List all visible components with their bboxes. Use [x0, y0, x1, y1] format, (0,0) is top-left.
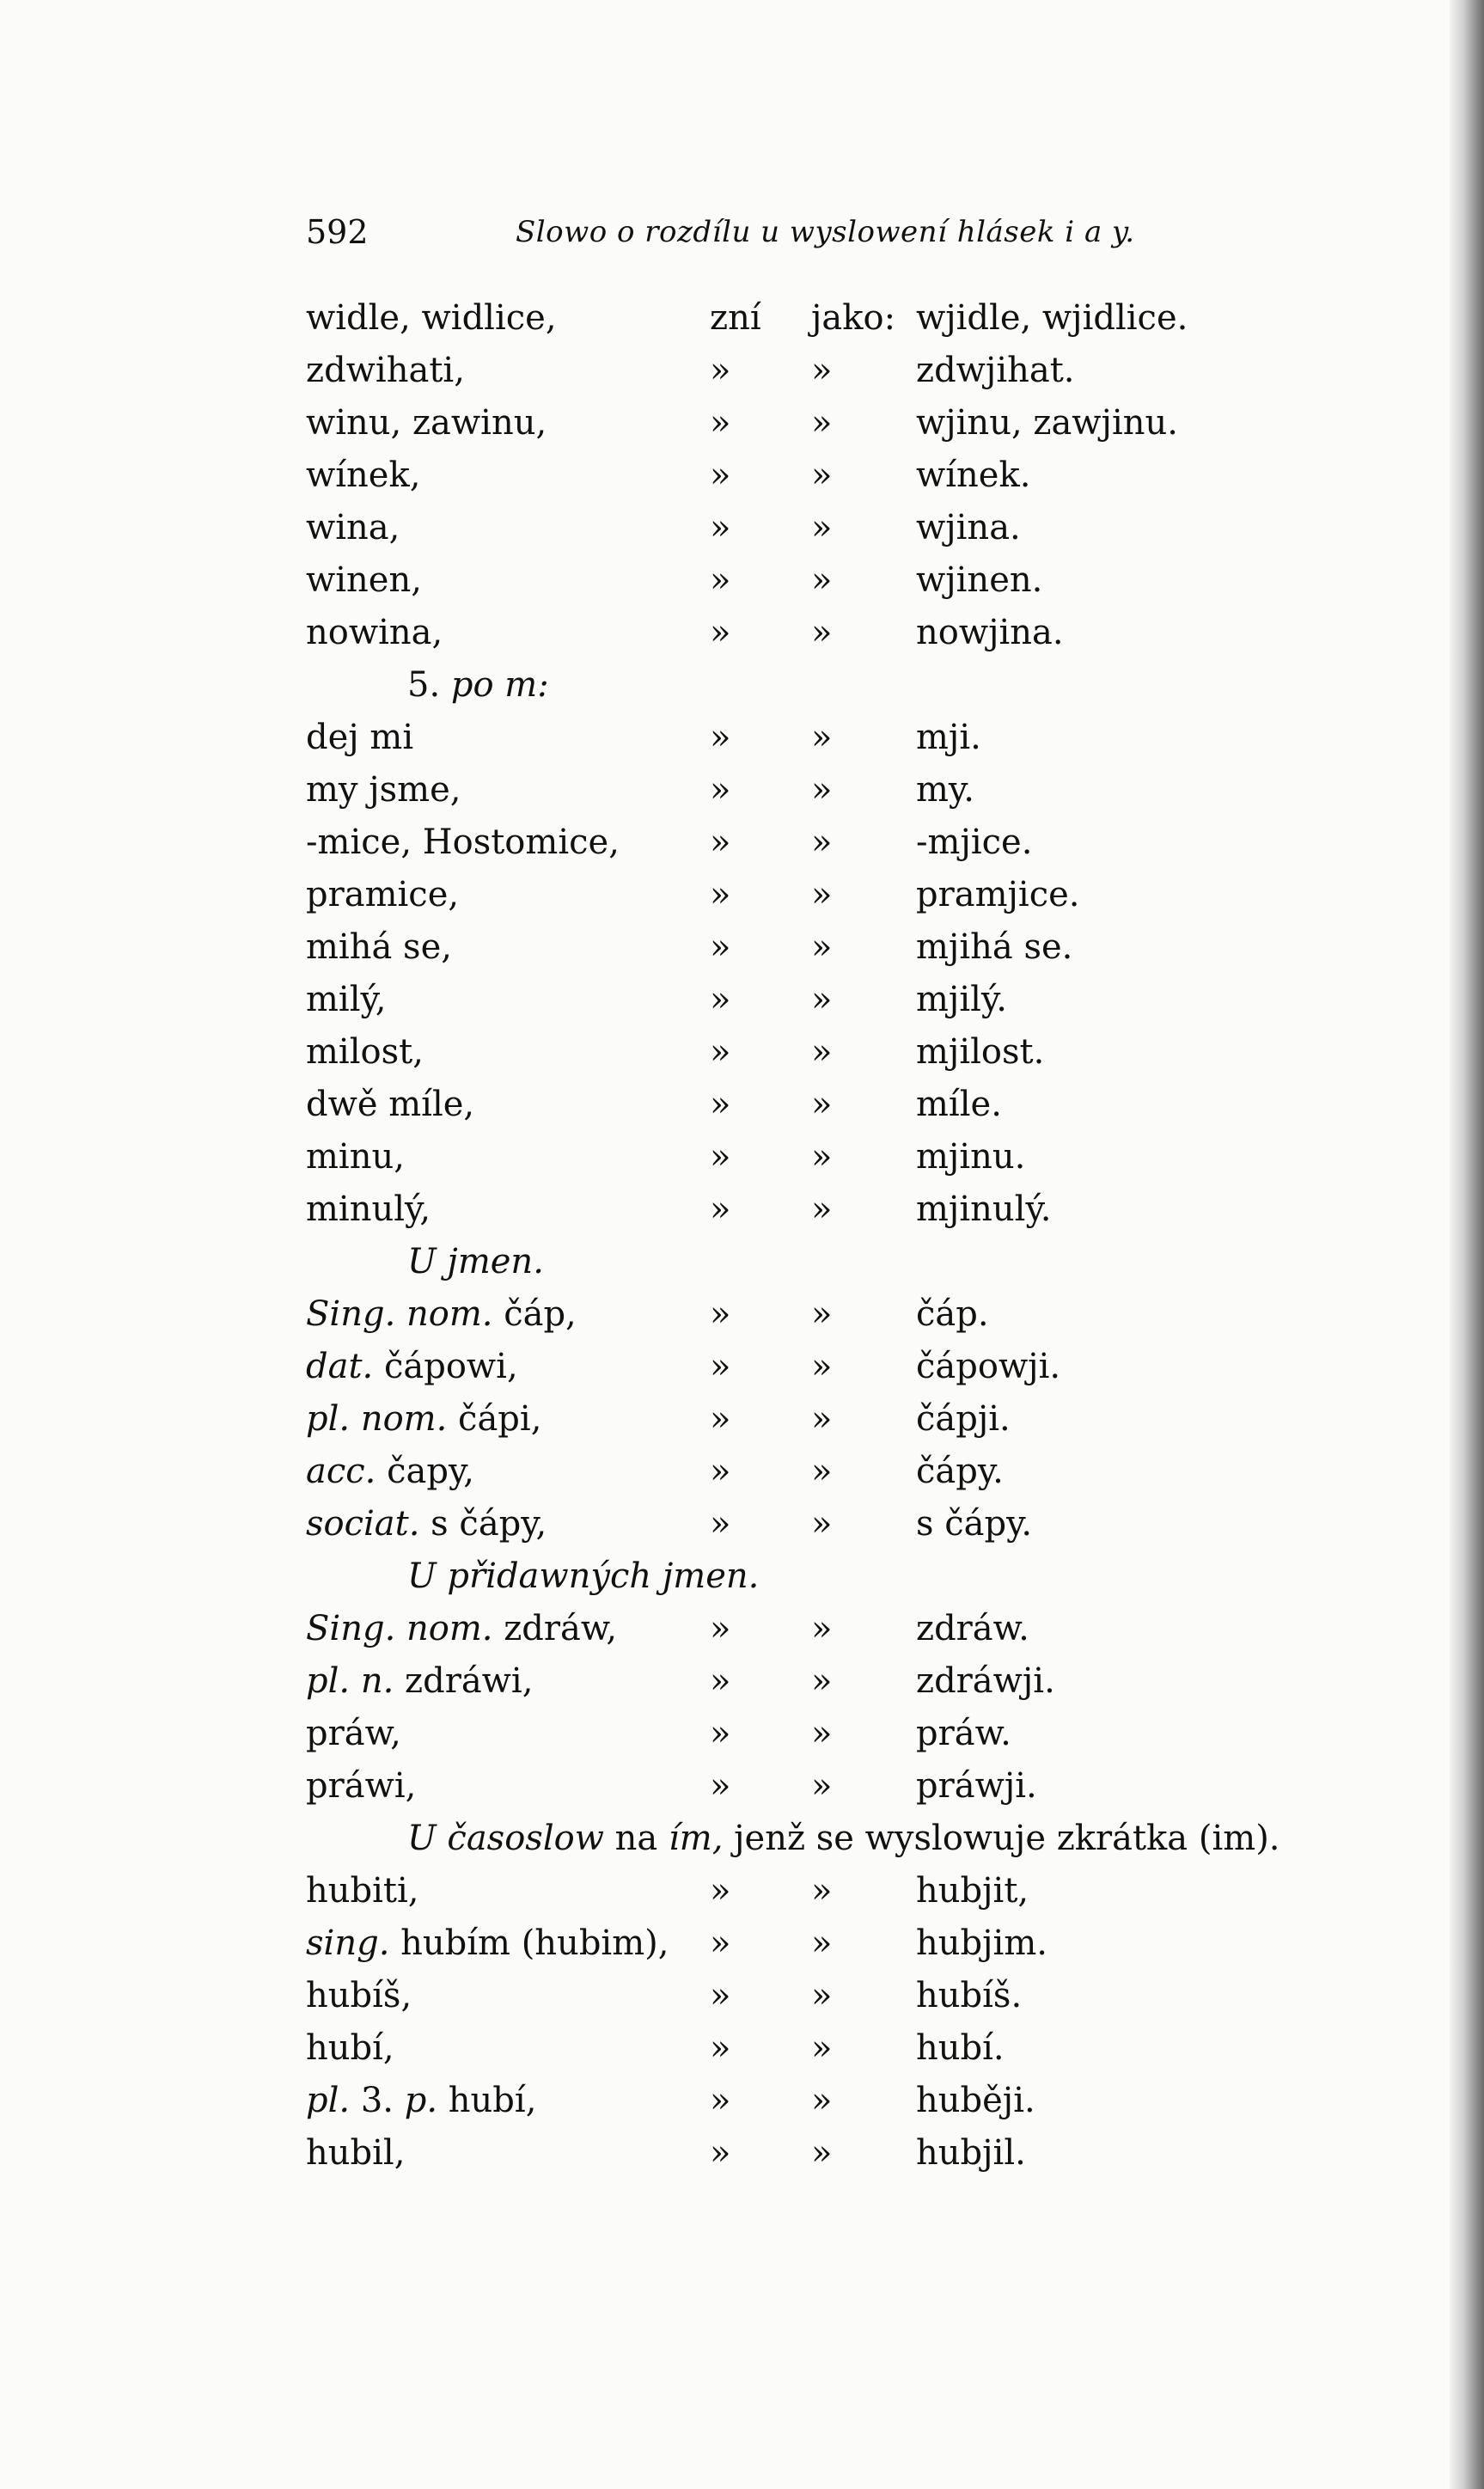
row-term [306, 1655, 533, 1708]
table-row [0, 1079, 1484, 1131]
grammar-label: Sing. nom. [306, 1609, 493, 1648]
ditto-mark-2: » [811, 875, 833, 914]
row-term [306, 292, 557, 345]
table-row [0, 974, 1484, 1026]
ditto-mark-1: » [710, 351, 731, 390]
ditto-mark-1: » [710, 1032, 731, 1072]
term-text: wínek, [306, 456, 421, 495]
ditto-mark-1: » [710, 770, 731, 810]
term-text: zdráw, [504, 1609, 618, 1648]
pronunciation: wjinen. [916, 560, 1043, 600]
section-heading-text: U přidawných jmen. [407, 1556, 760, 1596]
pronunciation: nowjina. [916, 613, 1064, 652]
ditto-mark-2: » [811, 1137, 833, 1177]
ditto-mark-1: » [710, 1504, 731, 1544]
ditto-mark-1: zní [710, 298, 761, 338]
term-text: hubím (hubim), [400, 1923, 669, 1963]
term-text: s čápy, [431, 1504, 547, 1544]
pronunciation: wínek. [916, 456, 1031, 495]
grammar-label: dat. [306, 1347, 374, 1386]
ditto-mark-2: » [811, 1399, 833, 1439]
table-row [0, 869, 1484, 921]
ditto-mark-2: » [811, 456, 833, 495]
table-row [0, 764, 1484, 816]
ditto-mark-1: » [710, 1609, 731, 1648]
ditto-mark-1: » [710, 403, 731, 443]
row-term [306, 345, 465, 397]
row-term [306, 869, 459, 921]
row-term [306, 1446, 474, 1498]
ditto-mark-1: » [710, 927, 731, 967]
term-text: minulý, [306, 1189, 431, 1229]
table-row [0, 1760, 1484, 1813]
term-text: hubí, [306, 2028, 394, 2068]
pronunciation: mji. [916, 718, 981, 757]
ditto-mark-2: » [811, 718, 833, 757]
row-term [306, 974, 387, 1026]
table-row [0, 554, 1484, 607]
grammar-label: pl. n. [306, 1661, 394, 1701]
table-row [0, 2022, 1484, 2075]
table-row [0, 1393, 1484, 1446]
term-text: -mice, Hostomice, [306, 823, 620, 862]
ditto-mark-1: » [710, 1714, 731, 1753]
ditto-mark-2: » [811, 1976, 833, 2015]
pronunciation: čápy. [916, 1452, 1004, 1491]
pronunciation: čáp. [916, 1294, 989, 1334]
pronunciation: hubí. [916, 2028, 1005, 2068]
ditto-mark-1: » [710, 508, 731, 547]
row-term [306, 607, 443, 659]
table-row [0, 1288, 1484, 1341]
section-heading [0, 1550, 1484, 1603]
term-text: zdwihati, [306, 351, 465, 390]
grammar-label: pl. [306, 2081, 351, 2120]
row-term [306, 921, 452, 974]
term-text: nowina, [306, 613, 443, 652]
ditto-mark-2: » [811, 351, 833, 390]
ditto-mark-2: » [811, 1189, 833, 1229]
table-row [0, 712, 1484, 764]
table-row [0, 1498, 1484, 1550]
pronunciation: -mjice. [916, 823, 1033, 862]
pronunciation: zdráwji. [916, 1661, 1055, 1701]
ditto-mark-1: » [710, 1923, 731, 1963]
pronunciation: mjilost. [916, 1032, 1045, 1072]
term-text: čáp, [504, 1294, 577, 1334]
table-row [0, 397, 1484, 449]
term-text: mihá se, [306, 927, 452, 967]
row-term [306, 1603, 617, 1655]
row-term [306, 502, 400, 554]
ditto-mark-1: » [710, 1452, 731, 1491]
running-title: Slowo o rozdílu u wyslowení hlásek i a y. [516, 215, 1135, 249]
term-text: hubiti, [306, 1871, 419, 1911]
ditto-mark-1: » [710, 823, 731, 862]
term-text: čápowi, [383, 1347, 518, 1386]
section-heading [0, 1813, 1484, 1865]
row-term [306, 1341, 518, 1393]
term-text: winen, [306, 560, 422, 600]
ditto-mark-1: » [710, 980, 731, 1019]
table-row [0, 1603, 1484, 1655]
ditto-mark-1: » [710, 718, 731, 757]
grammar-label: p. [404, 2081, 438, 2120]
pronunciation: hubjil. [916, 2133, 1026, 2173]
grammar-label: Sing. nom. [306, 1294, 493, 1334]
row-term [306, 1288, 577, 1341]
term-text: hubil, [306, 2133, 406, 2173]
pronunciation: práwji. [916, 1766, 1037, 1806]
ditto-mark-2: » [811, 1504, 833, 1544]
pronunciation: s čápy. [916, 1504, 1033, 1544]
ditto-mark-1: » [710, 560, 731, 600]
ditto-mark-2: » [811, 1923, 833, 1963]
section-heading-text [407, 659, 549, 712]
term-text: milý, [306, 980, 387, 1019]
pronunciation: práw. [916, 1714, 1011, 1753]
table-row [0, 1865, 1484, 1917]
row-term [306, 2075, 536, 2127]
row-term [306, 2127, 405, 2180]
pronunciation: čápowji. [916, 1347, 1061, 1386]
ditto-mark-2: » [811, 823, 833, 862]
term-text: čapy, [387, 1452, 474, 1491]
ditto-mark-2: » [811, 1085, 833, 1124]
pronunciation: my. [916, 770, 974, 810]
row-term [306, 1917, 669, 1970]
table-row [0, 1708, 1484, 1760]
table-row [0, 921, 1484, 974]
section-heading-text [407, 1813, 1280, 1865]
section-label: po m: [450, 665, 549, 705]
heading-part: jenž se wyslowuje zkrátka (im). [723, 1819, 1280, 1858]
pronunciation: zdráw. [916, 1609, 1029, 1648]
row-term [306, 1970, 412, 2022]
pronunciation: pramjice. [916, 875, 1080, 914]
grammar-label: sociat. [306, 1504, 420, 1544]
section-number: 5. [407, 665, 451, 705]
term-text: wina, [306, 508, 400, 547]
table-row [0, 1131, 1484, 1183]
term-text: dej mi [306, 718, 414, 757]
ditto-mark-2: » [811, 1871, 833, 1911]
ditto-mark-1: » [710, 613, 731, 652]
table-row [0, 2075, 1484, 2127]
grammar-number: 3. [360, 2081, 394, 2120]
pronunciation: hubjit, [916, 1871, 1029, 1911]
ditto-mark-2: » [811, 2081, 833, 2120]
ditto-mark-2: » [811, 403, 833, 443]
ditto-mark-2: » [811, 560, 833, 600]
ditto-mark-1: » [710, 1661, 731, 1701]
pronunciation: huběji. [916, 2081, 1035, 2120]
word-table [0, 292, 1484, 2180]
pronunciation: mjihá se. [916, 927, 1073, 967]
section-heading-text: U jmen. [407, 1242, 544, 1281]
ditto-mark-1: » [710, 1085, 731, 1124]
row-term [306, 1498, 547, 1550]
table-row [0, 502, 1484, 554]
ditto-mark-1: » [710, 1871, 731, 1911]
ditto-mark-1: » [710, 2028, 731, 2068]
pronunciation: wjinu, zawjinu. [916, 403, 1178, 443]
term-text: milost, [306, 1032, 424, 1072]
ditto-mark-1: » [710, 1294, 731, 1334]
ditto-mark-2: » [811, 980, 833, 1019]
table-row [0, 292, 1484, 345]
ditto-mark-2: » [811, 1347, 833, 1386]
row-term [306, 2022, 394, 2075]
row-term [306, 554, 422, 607]
ditto-mark-2: » [811, 508, 833, 547]
row-term [306, 449, 420, 502]
ditto-mark-1: » [710, 1137, 731, 1177]
row-term [306, 1393, 541, 1446]
term-text: práwi, [306, 1766, 417, 1806]
ditto-mark-2: » [811, 1714, 833, 1753]
ditto-mark-2: » [811, 1294, 833, 1334]
ditto-mark-2: jako: [811, 298, 896, 338]
row-term [306, 1079, 474, 1131]
ditto-mark-2: » [811, 613, 833, 652]
term-text: widle, widlice, [306, 298, 557, 338]
table-row [0, 1917, 1484, 1970]
table-row [0, 1655, 1484, 1708]
table-row [0, 1026, 1484, 1079]
ditto-mark-2: » [811, 1609, 833, 1648]
grammar-label: sing. [306, 1923, 390, 1963]
row-term [306, 1183, 431, 1236]
term-text: winu, zawinu, [306, 403, 547, 443]
heading-part: ím, [668, 1819, 724, 1858]
table-row [0, 607, 1484, 659]
term-text: minu, [306, 1137, 405, 1177]
row-term [306, 1131, 405, 1183]
row-term [306, 1760, 416, 1813]
page-header [306, 213, 1165, 256]
table-row [0, 1183, 1484, 1236]
term-text: zdráwi, [405, 1661, 534, 1701]
pronunciation: čápji. [916, 1399, 1011, 1439]
pronunciation: mjinu. [916, 1137, 1026, 1177]
table-row [0, 345, 1484, 397]
term-text: pramice, [306, 875, 460, 914]
table-row [0, 449, 1484, 502]
row-term [306, 1708, 401, 1760]
ditto-mark-2: » [811, 927, 833, 967]
ditto-mark-2: » [811, 2028, 833, 2068]
pronunciation: míle. [916, 1085, 1002, 1124]
table-row [0, 1970, 1484, 2022]
term-text: my jsme, [306, 770, 461, 810]
ditto-mark-1: » [710, 456, 731, 495]
ditto-mark-1: » [710, 875, 731, 914]
ditto-mark-2: » [811, 770, 833, 810]
ditto-mark-1: » [710, 2133, 731, 2173]
term-text: hubí, [448, 2081, 537, 2120]
ditto-mark-2: » [811, 1032, 833, 1072]
table-row [0, 2127, 1484, 2180]
pronunciation: mjinulý. [916, 1189, 1052, 1229]
pronunciation: mjilý. [916, 980, 1007, 1019]
pronunciation: wjina. [916, 508, 1021, 547]
pronunciation: zdwjihat. [916, 351, 1075, 390]
ditto-mark-1: » [710, 1399, 731, 1439]
term-text: čápi, [458, 1399, 542, 1439]
ditto-mark-1: » [710, 1189, 731, 1229]
ditto-mark-1: » [710, 1347, 731, 1386]
page-number: 592 [306, 213, 369, 251]
ditto-mark-2: » [811, 1766, 833, 1806]
ditto-mark-2: » [811, 1452, 833, 1491]
section-heading [0, 1236, 1484, 1288]
row-term [306, 712, 413, 764]
heading-part: na [603, 1819, 669, 1858]
row-term [306, 1865, 419, 1917]
ditto-mark-1: » [710, 1766, 731, 1806]
row-term [306, 1026, 424, 1079]
table-row [0, 1341, 1484, 1393]
pronunciation: hubjim. [916, 1923, 1047, 1963]
heading-part: U časoslow [407, 1819, 604, 1858]
row-term [306, 816, 620, 869]
grammar-label: acc. [306, 1452, 376, 1491]
table-row [0, 1446, 1484, 1498]
row-term [306, 397, 547, 449]
pronunciation: hubíš. [916, 1976, 1023, 2015]
row-term [306, 764, 461, 816]
ditto-mark-2: » [811, 2133, 833, 2173]
ditto-mark-2: » [811, 1661, 833, 1701]
section-heading [0, 659, 1484, 712]
term-text: dwě míle, [306, 1085, 475, 1124]
term-text: hubíš, [306, 1976, 412, 2015]
table-row [0, 816, 1484, 869]
term-text: práw, [306, 1714, 401, 1753]
ditto-mark-1: » [710, 1976, 731, 2015]
ditto-mark-1: » [710, 2081, 731, 2120]
grammar-label: pl. nom. [306, 1399, 448, 1439]
pronunciation: wjidle, wjidlice. [916, 298, 1188, 338]
